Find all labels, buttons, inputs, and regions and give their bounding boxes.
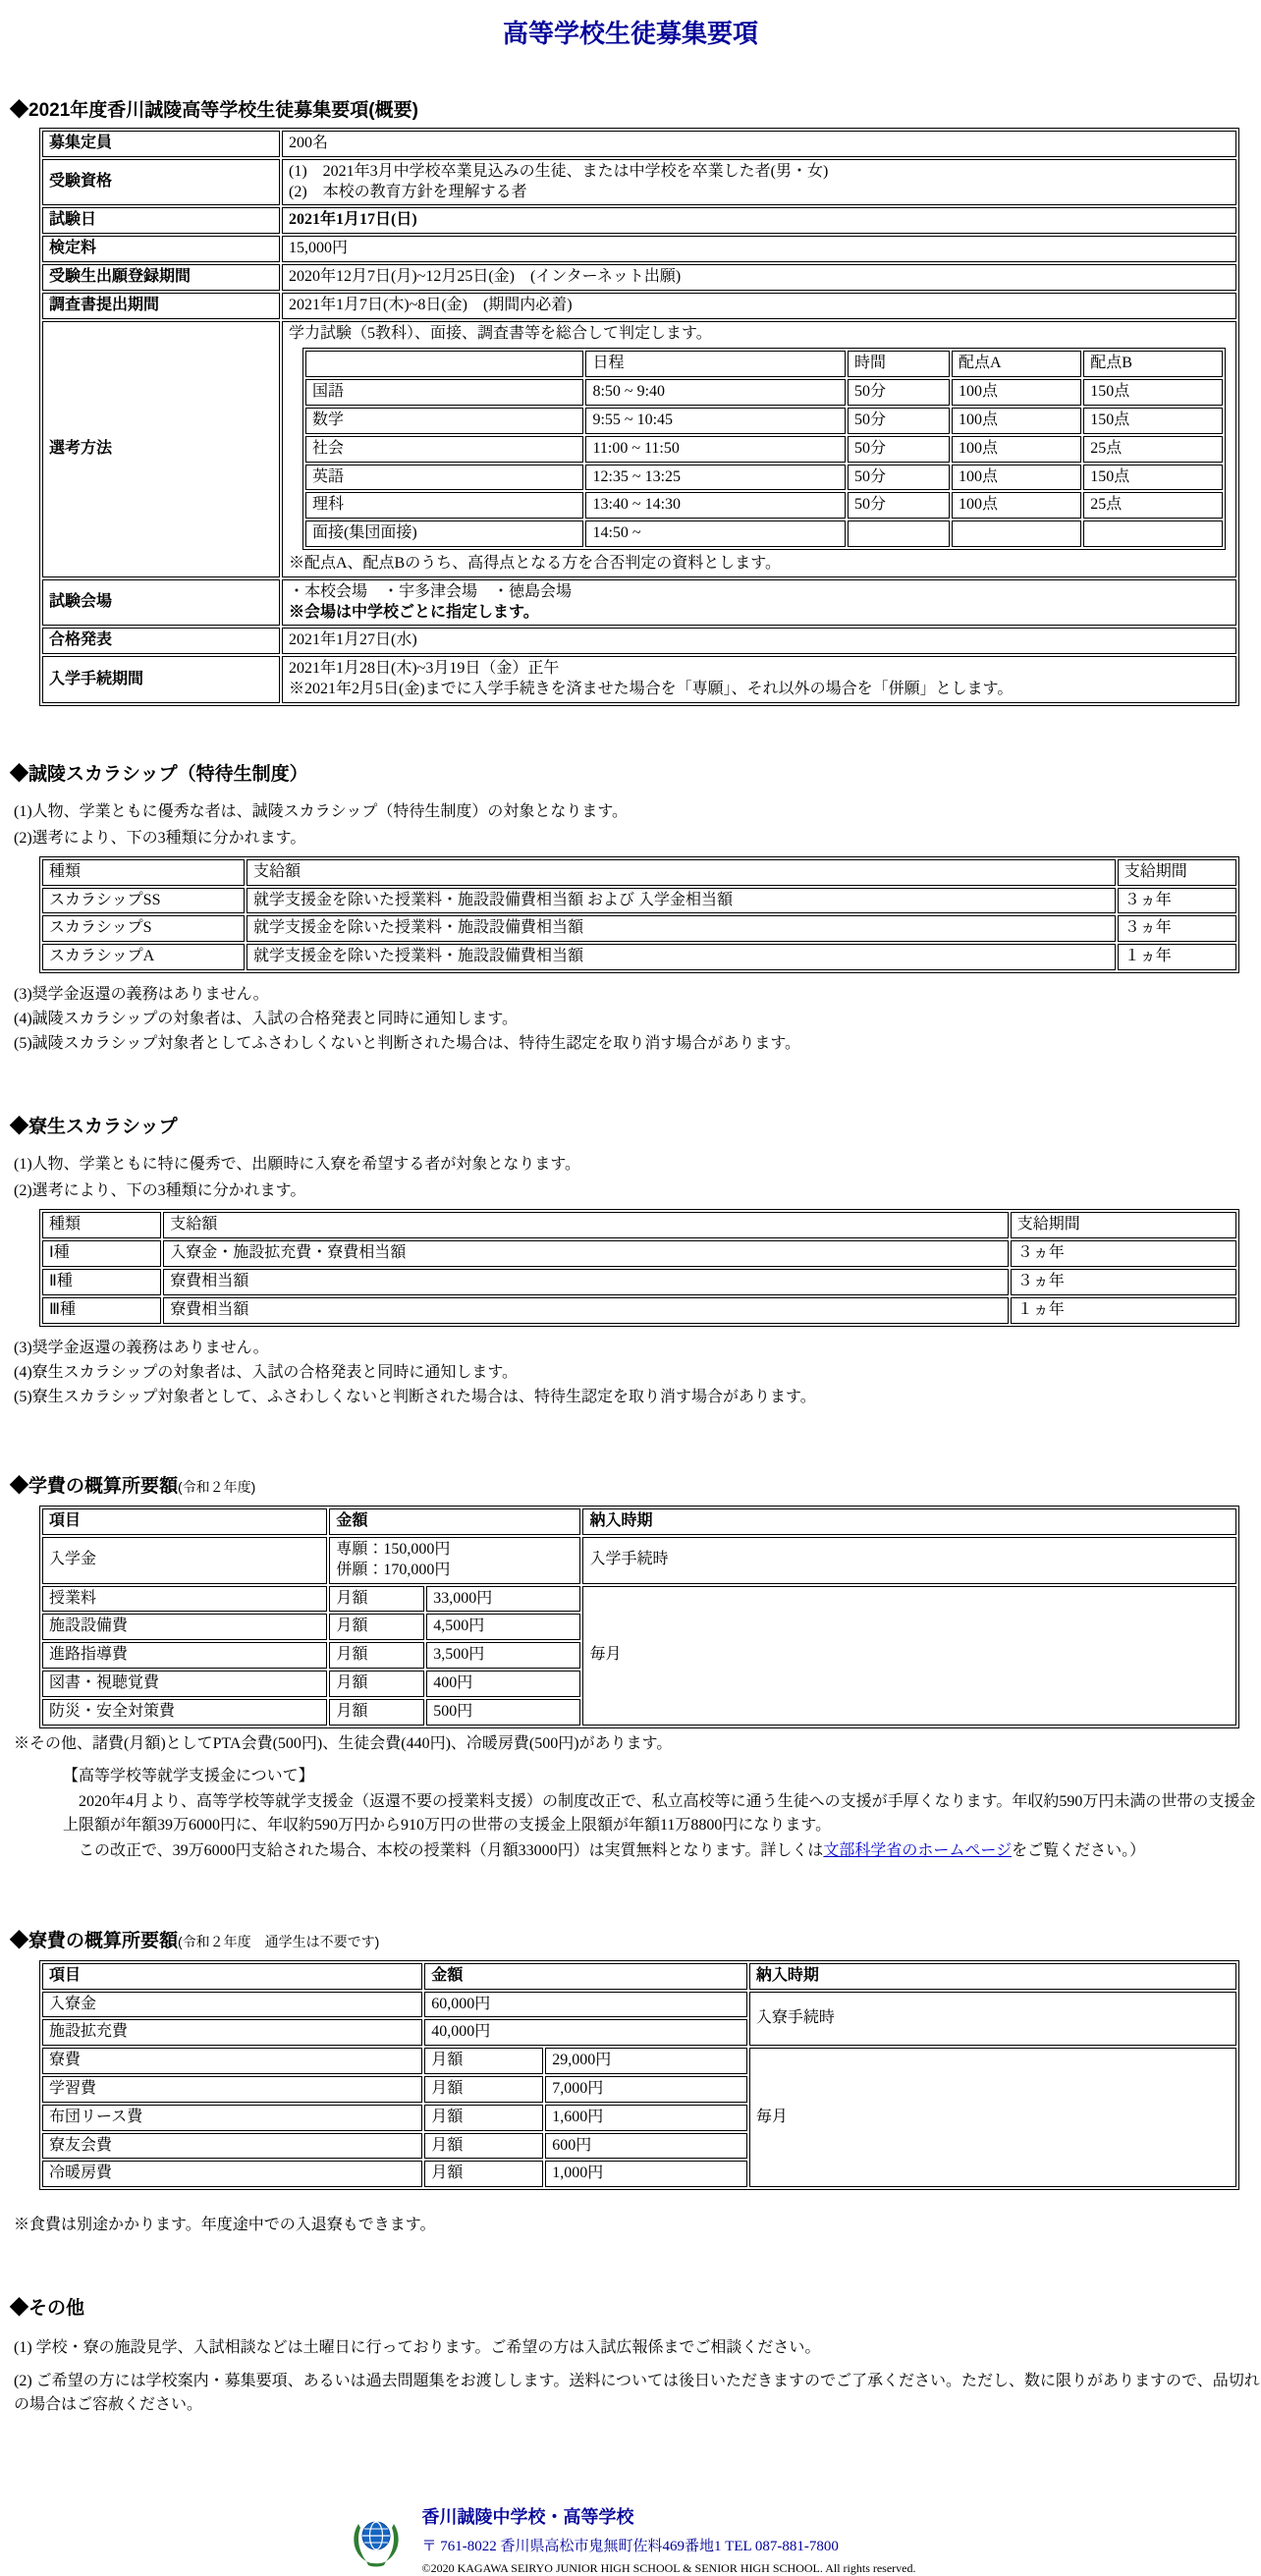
fee-item: 施設拡充費 (42, 2019, 422, 2046)
others-item: (1) 学校・寮の施設見学、入試相談などは土曜日に行っております。ご希望の方は入試広報係までご相談ください。 (14, 2339, 821, 2357)
section-dorm-fees (0, 1926, 1261, 2237)
scholarship-amount: 就学支援金を除いた授業料・施設設備費相当額 (247, 944, 1116, 970)
scholarship-period: １ヵ年 (1011, 1297, 1236, 1324)
period-header: 支給期間 (1118, 859, 1236, 886)
exam-row (305, 408, 1223, 434)
fee-amount: 400円 (426, 1671, 580, 1697)
tuition-table (39, 1506, 1239, 1727)
fee-row (42, 1992, 1236, 2018)
scholarship-note: (3)奨学金返還の義務はありません。 (14, 1339, 269, 1356)
scholarship-header-row (42, 1212, 1236, 1238)
fee-row (42, 2048, 1236, 2074)
seiryo-scholarship-heading: ◆誠陵スカラシップ（特待生制度） (10, 763, 308, 785)
mext-homepage-link[interactable]: 文部科学省のホームページ (823, 1841, 1013, 1859)
dorm-scholarship-heading: ◆寮生スカラシップ (10, 1117, 178, 1138)
others-item: (2) ご希望の方には学校案内・募集要項、あるいは過去問題集をお渡しします。送料については後日いただきますのでご了承ください。ただし、数に限りがありますので、品切れの場合はご容赦ください。 (14, 2373, 1260, 2414)
row-value: 2020年12月7日(月)~12月25日(金) (インターネット出願) (282, 264, 1236, 291)
exam-time: 14:50 ~ (585, 521, 846, 547)
table-row (42, 579, 1236, 627)
scholarship-row (42, 944, 1236, 970)
row-label: 試験日 (42, 207, 280, 234)
dorm-fee-heading (10, 1926, 1261, 1952)
item-header: 項目 (42, 1963, 422, 1990)
exam-duration: 50分 (848, 436, 950, 463)
fee-amount: 1,600円 (545, 2105, 747, 2131)
support-text: をご覧ください。） (1012, 1841, 1146, 1859)
monthly-label: 月額 (424, 2133, 543, 2160)
amount-header: 支給額 (247, 859, 1116, 886)
tuition-heading (10, 1471, 1261, 1498)
exam-score-a: 100点 (952, 436, 1081, 463)
table-row (42, 628, 1236, 654)
tuition-heading-suffix: (令和２年度) (178, 1479, 256, 1496)
exam-schedule-header: 日程 (585, 351, 846, 377)
scholarship-amount: 寮費相当額 (163, 1297, 1009, 1324)
scholarship-note: (3)奨学金返還の義務はありません。 (14, 985, 269, 1003)
timing-cell: 毎月 (582, 1586, 1236, 1726)
monthly-label: 月額 (424, 2161, 543, 2187)
amount-header: 金額 (424, 1963, 747, 1990)
table-row (42, 656, 1236, 703)
exam-subject: 面接(集団面接) (305, 521, 583, 547)
enrollment-line: 2021年1月28日(木)~3月19日（金）正午 (289, 660, 560, 678)
exam-row (305, 492, 1223, 519)
scholarship-row (42, 915, 1236, 942)
exam-subject-header (305, 351, 583, 377)
exam-score-b: 25点 (1083, 492, 1223, 519)
exam-subject: 理科 (305, 492, 583, 519)
exam-score-b: 150点 (1083, 465, 1223, 491)
amount-header: 金額 (329, 1508, 580, 1535)
exam-row (305, 436, 1223, 463)
table-row (42, 236, 1236, 262)
row-value: 15,000円 (282, 236, 1236, 262)
fee-item: 進路指導費 (42, 1642, 327, 1669)
timing-header: 納入時期 (582, 1508, 1236, 1535)
monthly-label: 月額 (424, 2076, 543, 2103)
monthly-label: 月額 (329, 1614, 424, 1640)
enrollment-note: ※2021年2月5日(金)までに入学手続きを済ませた場合を「専願」、それ以外の場合を「併願」とします。 (289, 680, 1014, 697)
copyright-text: ©2020 KAGAWA SEIRYO JUNIOR HIGH SCHOOL & SENIOR HIGH SCHOOL. All rights reserved. (421, 2561, 916, 2576)
exam-score-a: 100点 (952, 379, 1081, 406)
exam-schedule-table (302, 348, 1226, 550)
recruitment-overview-heading: ◆2021年度香川誠陵高等学校生徒募集要項(概要) (10, 100, 418, 121)
fee-amount (329, 1537, 580, 1584)
scholarship-note: (5)誠陵スカラシップ対象者としてふさわしくないと判断された場合は、特待生認定を取り消す場合があります。 (14, 1035, 801, 1053)
scholarship-header-row (42, 859, 1236, 886)
row-value (282, 656, 1236, 703)
monthly-label: 月額 (329, 1586, 424, 1613)
fee-item: 布団リース費 (42, 2105, 422, 2131)
fee-item: 入学金 (42, 1537, 327, 1584)
fee-row (42, 1586, 1236, 1613)
scholarship-note: (4)誠陵スカラシップの対象者は、入試の合格発表と同時に通知します。 (14, 1011, 519, 1028)
exam-time: 12:35 ~ 13:25 (585, 465, 846, 491)
row-label: 入学手続期間 (42, 656, 280, 703)
period-header: 支給期間 (1011, 1212, 1236, 1238)
scholarship-amount: 寮費相当額 (163, 1269, 1009, 1295)
scholarship-type: Ⅱ種 (42, 1269, 161, 1295)
fee-header-row (42, 1963, 1236, 1990)
table-row (42, 207, 1236, 234)
exam-duration: 50分 (848, 408, 950, 434)
exam-duration-header: 時間 (848, 351, 950, 377)
scholarship-row (42, 888, 1236, 914)
monthly-label: 月額 (329, 1642, 424, 1669)
exam-row (305, 379, 1223, 406)
fee-row-admission (42, 1537, 1236, 1584)
exam-duration: 50分 (848, 379, 950, 406)
support-fund-title: 【高等学校等就学支援金について】 (63, 1767, 314, 1784)
row-label: 選考方法 (42, 321, 280, 577)
exam-time: 9:55 ~ 10:45 (585, 408, 846, 434)
fee-amount: 600円 (545, 2133, 747, 2160)
row-value: 200名 (282, 131, 1236, 157)
row-label: 合格発表 (42, 628, 280, 654)
tuition-other-note: ※その他、諸費(月額)としてPTA会費(500円)、生徒会費(440円)、冷暖房費(500円)があります。 (14, 1734, 673, 1752)
timing-header: 納入時期 (749, 1963, 1236, 1990)
scholarship-intro: (1)人物、学業ともに特に優秀で、出願時に入寮を希望する者が対象となります。 (14, 1156, 581, 1174)
exam-duration: 50分 (848, 465, 950, 491)
table-row-selection-method (42, 321, 1236, 577)
scholarship-period: １ヵ年 (1118, 944, 1236, 970)
timing-cell: 入学手続時 (582, 1537, 1236, 1584)
fee-amount: 40,000円 (424, 2019, 747, 2046)
admission-amount-sengan: 専願：150,000円 (336, 1541, 451, 1559)
timing-cell: 入寮手続時 (749, 1992, 1236, 2047)
seiryo-scholarship-table (39, 856, 1239, 973)
row-label: 募集定員 (42, 131, 280, 157)
fee-item: 寮友会費 (42, 2133, 422, 2160)
fee-item: 学習費 (42, 2076, 422, 2103)
fee-item: 入寮金 (42, 1992, 422, 2018)
scholarship-period: ３ヵ年 (1011, 1269, 1236, 1295)
exam-subject: 英語 (305, 465, 583, 491)
table-row (42, 131, 1236, 157)
fee-amount: 29,000円 (545, 2048, 747, 2074)
exam-score-b-header: 配点B (1083, 351, 1223, 377)
fee-item: 冷暖房費 (42, 2161, 422, 2187)
scholarship-intro: (2)選考により、下の3種類に分かれます。 (14, 1182, 306, 1200)
exam-subject: 数学 (305, 408, 583, 434)
exam-duration: 50分 (848, 492, 950, 519)
support-fund-paragraph (63, 1839, 1261, 1863)
row-value (282, 579, 1236, 627)
eligibility-line: (1) 2021年3月中学校卒業見込みの生徒、または中学校を卒業した者(男・女) (289, 162, 829, 180)
row-value: 2021年1月17日(日) (282, 207, 1236, 234)
fee-item: 授業料 (42, 1586, 327, 1613)
scholarship-row (42, 1240, 1236, 1267)
row-label: 調査書提出期間 (42, 293, 280, 319)
support-fund-paragraph: 2020年4月より、高等学校等就学支援金（返還不要の授業料支援）の制度改正で、私立高校等に通う生徒への支援が手厚くなります。年収約590万円未満の世帯の支援金上限額が年額39万6000円に、年収約590万円から910万円の世帯の支援金上限額が年額11万8800円になります。 (63, 1792, 1256, 1834)
amount-header: 支給額 (163, 1212, 1009, 1238)
fee-amount: 1,000円 (545, 2161, 747, 2187)
scholarship-row (42, 1297, 1236, 1324)
dorm-scholarship-table (39, 1209, 1239, 1326)
row-label: 受験生出願登録期間 (42, 264, 280, 291)
section-others (0, 2293, 1261, 2417)
monthly-label: 月額 (424, 2048, 543, 2074)
section-tuition-fees (0, 1471, 1261, 1863)
monthly-label: 月額 (329, 1699, 424, 1726)
fee-amount: 33,000円 (426, 1586, 580, 1613)
row-value: 2021年1月27日(水) (282, 628, 1236, 654)
fee-amount: 500円 (426, 1699, 580, 1726)
timing-cell: 毎月 (749, 2048, 1236, 2187)
fee-item: 施設設備費 (42, 1614, 327, 1640)
scholarship-type: スカラシップSS (42, 888, 245, 914)
fee-amount: 7,000円 (545, 2076, 747, 2103)
type-header: 種類 (42, 859, 245, 886)
others-heading: ◆その他 (10, 2298, 85, 2320)
fee-item: 図書・視聴覚費 (42, 1671, 327, 1697)
school-emblem-icon (345, 2506, 408, 2574)
section-recruitment-overview (0, 95, 1261, 706)
eligibility-line: (2) 本校の教育方針を理解する者 (289, 183, 527, 200)
tuition-heading-main: ◆学費の概算所要額 (10, 1476, 179, 1498)
support-fund-block (63, 1765, 1261, 1863)
scholarship-note: (4)寮生スカラシップの対象者は、入試の合格発表と同時に通知します。 (14, 1363, 519, 1381)
school-name: 香川誠陵中学校・高等学校 (421, 2507, 634, 2528)
row-label: 受験資格 (42, 159, 280, 206)
exam-time: 8:50 ~ 9:40 (585, 379, 846, 406)
row-value: 2021年1月7日(木)~8日(金) (期間内必着) (282, 293, 1236, 319)
fee-header-row (42, 1508, 1236, 1535)
scholarship-type: スカラシップS (42, 915, 245, 942)
dorm-fee-note: ※食費は別途かかります。年度途中での入退寮もできます。 (14, 2217, 436, 2234)
venue-line: ・本校会場 ・宇多津会場 ・徳島会場 (289, 582, 573, 600)
scholarship-type: スカラシップA (42, 944, 245, 970)
section-seiryo-scholarship (0, 759, 1261, 1056)
item-header: 項目 (42, 1508, 327, 1535)
scholarship-amount: 就学支援金を除いた授業料・施設設備費相当額 (247, 915, 1116, 942)
scholarship-period: ３ヵ年 (1118, 915, 1236, 942)
scholarship-amount: 入寮金・施設拡充費・寮費相当額 (163, 1240, 1009, 1267)
row-value (282, 159, 1236, 206)
exam-score-b: 150点 (1083, 379, 1223, 406)
exam-subject: 国語 (305, 379, 583, 406)
monthly-label: 月額 (329, 1671, 424, 1697)
selection-intro: 学力試験（5教科）、面接、調査書等を総合して判定します。 (289, 324, 712, 342)
exam-score-b (1083, 521, 1223, 547)
exam-score-b: 25点 (1083, 436, 1223, 463)
dorm-fee-heading-suffix: (令和２年度 通学生は不要です) (178, 1933, 380, 1949)
fee-item: 寮費 (42, 2048, 422, 2074)
fee-amount: 3,500円 (426, 1642, 580, 1669)
section-dorm-scholarship (0, 1112, 1261, 1408)
dorm-fee-table (39, 1960, 1239, 2190)
table-row (42, 159, 1236, 206)
scholarship-type: Ⅲ種 (42, 1297, 161, 1324)
exam-score-a (952, 521, 1081, 547)
exam-score-a-header: 配点A (952, 351, 1081, 377)
venue-note: ※会場は中学校ごとに指定します。 (289, 603, 539, 621)
recruitment-overview-table (39, 128, 1239, 706)
exam-row (305, 465, 1223, 491)
fee-item: 防災・安全対策費 (42, 1699, 327, 1726)
exam-score-b: 150点 (1083, 408, 1223, 434)
scholarship-intro: (2)選考により、下の3種類に分かれます。 (14, 829, 306, 847)
exam-time: 11:00 ~ 11:50 (585, 436, 846, 463)
table-row (42, 264, 1236, 291)
fee-amount: 60,000円 (424, 1992, 747, 2018)
scholarship-type: Ⅰ種 (42, 1240, 161, 1267)
dorm-fee-heading-main: ◆寮費の概算所要額 (10, 1930, 179, 1951)
table-row (42, 293, 1236, 319)
scholarship-row (42, 1269, 1236, 1295)
exam-duration (848, 521, 950, 547)
admission-amount-heigan: 併願：170,000円 (336, 1561, 451, 1578)
exam-score-a: 100点 (952, 492, 1081, 519)
monthly-label: 月額 (424, 2105, 543, 2131)
exam-subject: 社会 (305, 436, 583, 463)
scholarship-note: (5)寮生スカラシップ対象者として、ふさわしくないと判断された場合は、特待生認定を取り消す場合があります。 (14, 1389, 816, 1406)
exam-row (305, 521, 1223, 547)
scholarship-amount: 就学支援金を除いた授業料・施設設備費相当額 および 入学金相当額 (247, 888, 1116, 914)
exam-schedule-header-row (305, 351, 1223, 377)
scholarship-period: ３ヵ年 (1118, 888, 1236, 914)
row-value (282, 321, 1236, 577)
scholarship-period: ３ヵ年 (1011, 1240, 1236, 1267)
page-title: 高等学校生徒募集要項 (502, 19, 758, 48)
selection-note: ※配点A、配点Bのうち、高得点となる方を合否判定の資料とします。 (289, 554, 781, 572)
type-header: 種類 (42, 1212, 161, 1238)
row-label: 試験会場 (42, 579, 280, 627)
school-address: 〒 761-8022 香川県高松市鬼無町佐料469番地1 TEL 087-881-7800 (421, 2539, 839, 2555)
row-label: 検定料 (42, 236, 280, 262)
exam-score-a: 100点 (952, 408, 1081, 434)
exam-score-a: 100点 (952, 465, 1081, 491)
fee-amount: 4,500円 (426, 1614, 580, 1640)
exam-time: 13:40 ~ 14:30 (585, 492, 846, 519)
scholarship-intro: (1)人物、学業ともに優秀な者は、誠陵スカラシップ（特待生制度）の対象となります。 (14, 802, 629, 820)
support-text: この改正で、39万6000円支給された場合、本校の授業料（月額33000円）は実質無料となります。詳しくは (79, 1841, 824, 1859)
footer (0, 2503, 1261, 2576)
